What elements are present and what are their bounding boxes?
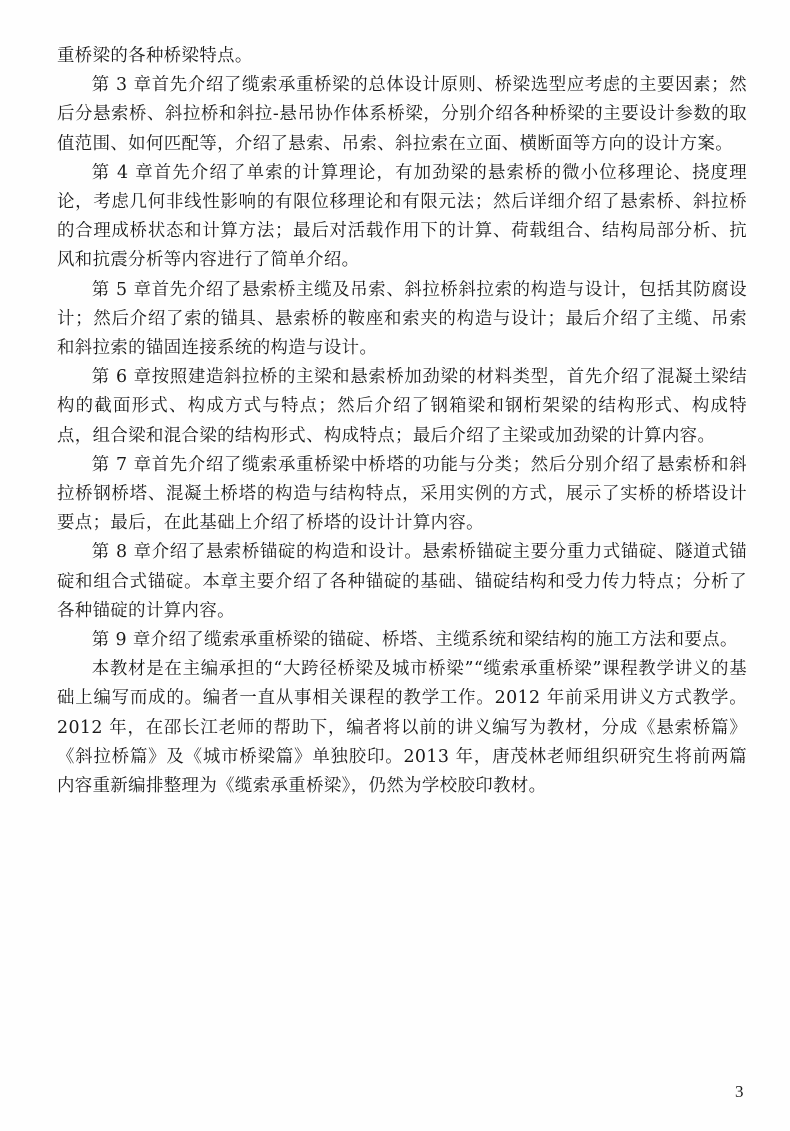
paragraph-chapter-3: 第 3 章首先介绍了缆索承重桥梁的总体设计原则、桥梁选型应考虑的主要因素；然后分悬索桥、斜拉桥和斜拉-悬吊协作体系桥梁，分别介绍各种桥梁的主要设计参数的取值范围、如何匹配等，介绍了悬索、吊索、斜拉索在立面、横断面等方向的设计方案。 <box>57 75 747 154</box>
paragraph-chapter-5: 第 5 章首先介绍了悬索桥主缆及吊索、斜拉桥斜拉索的构造与设计，包括其防腐设计；然后介绍了索的锚具、悬索桥的鞍座和索夹的构造与设计；最后介绍了主缆、吊索和斜拉索的锚固连接系统的构造与设计。 <box>57 279 747 359</box>
paragraph-chapter-9: 第 9 章介绍了缆索承重桥梁的锚碇、桥塔、主缆系统和梁结构的施工方法和要点。 <box>91 630 738 651</box>
body-text <box>57 42 747 801</box>
paragraph-chapter-8: 第 8 章介绍了悬索桥锚碇的构造和设计。悬索桥锚碇主要分重力式锚碇、隧道式锚碇和组合式锚碇。本章主要介绍了各种锚碇的基础、锚碇结构和受力传力特点；分析了各种锚碇的计算内容。 <box>57 542 747 621</box>
paragraph-textbook-history: 本教材是在主编承担的“大跨径桥梁及城市桥梁”“缆索承重桥梁”课程教学讲义的基础上编写而成的。编者一直从事相关课程的教学工作。2012 年前采用讲义方式教学。2012 年，在邵长江老师的帮助下，编者将以前的讲义编写为教材，分成《悬索桥篇》《斜拉桥篇》及《城市桥梁篇》单独胶印。2013 年，唐茂林老师组织研究生将前两篇内容重新编排整理为《缆索承重桥梁》，仍然为学校胶印教材。 <box>57 659 747 797</box>
page-number: 3 <box>735 1082 744 1101</box>
paragraph-chapter-7: 第 7 章首先介绍了缆索承重桥梁中桥塔的功能与分类；然后分别介绍了悬索桥和斜拉桥钢桥塔、混凝土桥塔的构造与结构特点，采用实例的方式，展示了实桥的桥塔设计要点；最后，在此基础上介绍了桥塔的设计计算内容。 <box>57 454 747 534</box>
paragraph-chapter-6: 第 6 章按照建造斜拉桥的主梁和悬索桥加劲梁的材料类型，首先介绍了混凝土梁结构的截面形式、构成方式与特点；然后介绍了钢箱梁和钢桁架梁的结构形式、构成特点，组合梁和混合梁的结构形式、构成特点；最后介绍了主梁或加劲梁的计算内容。 <box>57 367 747 446</box>
paragraph-chapter-4: 第 4 章首先介绍了单索的计算理论，有加劲梁的悬索桥的微小位移理论、挠度理论，考虑几何非线性影响的有限位移理论和有限元法；然后详细介绍了悬索桥、斜拉桥的合理成桥状态和计算方法；最后对活载作用下的计算、荷载组合、结构局部分析、抗风和抗震分析等内容进行了简单介绍。 <box>57 162 747 271</box>
paragraph-continuation: 重桥梁的各种桥梁特点。 <box>57 46 253 66</box>
